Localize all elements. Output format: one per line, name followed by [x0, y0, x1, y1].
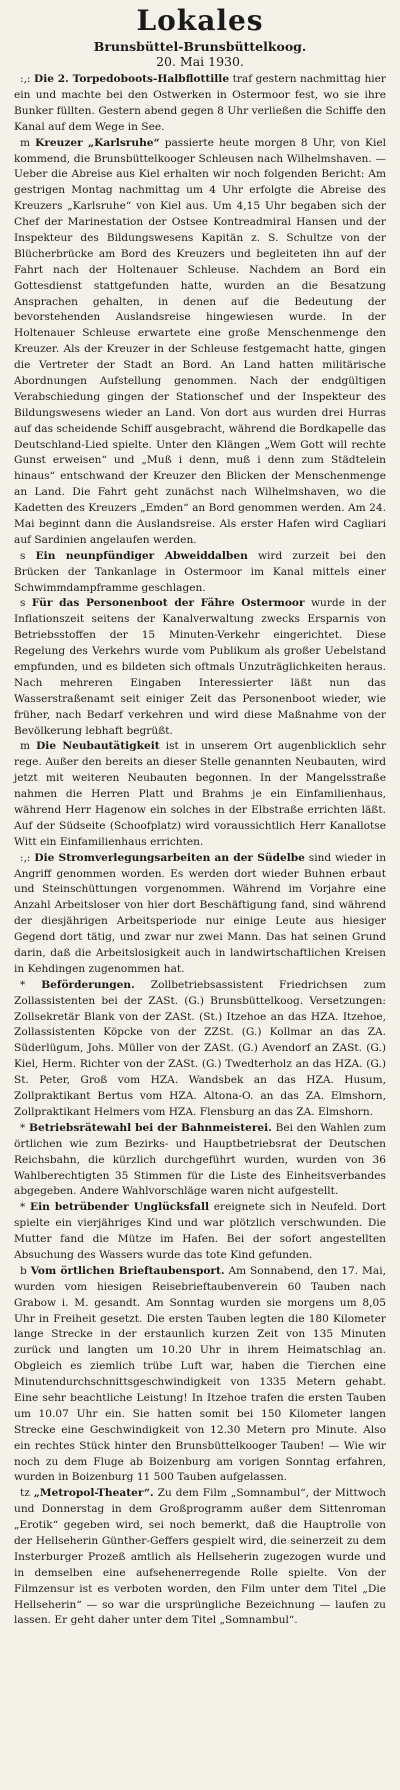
- item-marker: tz: [20, 1487, 30, 1500]
- news-item: [14, 1264, 386, 1486]
- item-marker: *: [20, 1201, 26, 1214]
- item-body: wird zurzeit bei den Brücken der Tankanlage in Ostermoor im Kanal mittels einer Schwimmdampframme geschlagen.: [14, 549, 386, 594]
- item-marker: m: [20, 740, 31, 753]
- item-body: ereignete sich in Neufeld. Dort spielte ein vierjähriges Kind und war plötzlich verschwunden. Die Mutter fand die Mütze im Hafen. Bei der sofort angestellten Absuchung des Wassers wurde das tote Kind gefunden.: [14, 1201, 386, 1261]
- item-headline: Betriebsrätewahl bei der Bahnmeisterei.: [29, 1121, 272, 1134]
- item-marker: s: [20, 597, 26, 610]
- item-body: Bei den Wahlen zum örtlichen wie zum Bezirks- und Hauptbetriebsrat der Deutschen Reichsbahn, die kürzlich durchgeführt wurden, wurden von 36 Wahlberechtigten 35 Stimmen für die Liste des Einheitsverbandes abgegeben. Andere Wahlvorschläge waren nicht aufgestellt.: [14, 1121, 387, 1198]
- news-item: [14, 851, 386, 978]
- news-item: [14, 72, 386, 136]
- news-item: [14, 1486, 386, 1629]
- item-headline: Beförderungen.: [41, 978, 135, 991]
- item-marker: :,:: [20, 851, 31, 864]
- dateline-place: Brunsbüttel-Brunsbüttelkoog.: [93, 38, 307, 54]
- news-item: [14, 1200, 386, 1264]
- item-marker: m: [20, 136, 31, 149]
- item-body: Am Sonnabend, den 17. Mai, wurden vom hiesigen Reisebrieftaubenverein 60 Tauben nach Grabow i. M. gesandt. Am Sonntag wurden sie morgens um 8,05 Uhr in Freiheit gesetzt. Die ersten Tauben legten die 180 Kilometer lange Strecke in der erstaunlich kurzen Zeit von 135 Minuten zurück und langten um 10.20 Uhr in ihrem Heimatschlag an. Obgleich es ziemlich trübe Luft war, haben die Tierchen eine Minutendurchschnittsgeschwindigkeit von 1335 Metern gehabt. Eine sehr beachtliche Leistung! In Itzehoe trafen die ersten Tauben um 10.07 Uhr ein. Sie hatten somit bei 150 Kilometer langen Strecke eine Geschwindigkeit von 12.30 Metern pro Minute. Also ein rechtes Stück hinter den Brunsbüttelkooger Tauben! — Wie wir noch zu dem Fluge ab Boizenburg am vorigen Sonntag erfahren, wurden in Boizenburg 11 500 Tauben aufgelassen.: [14, 1264, 386, 1484]
- item-headline: Die Stromverlegungsarbeiten an der Südelbe: [34, 851, 305, 864]
- item-headline: Vom örtlichen Brieftaubensport.: [30, 1264, 225, 1277]
- item-body: wurde in der Inflationszeit seitens der Kanalverwaltung zwecks Ersparnis von Betriebsstoffen der 15 Minuten-Verkehr eingerichtet. Diese Regelung des Verkehrs wurde vom Publikum als großer Uebelstand empfunden, und es bildeten sich oftmals Unzuträglichkeiten heraus. Nach mehreren Eingaben Interessierter läßt nun das Wasserstraßenamt seit einiger Zeit das Personenboot wieder, wie früher, nach Bedarf verkehren und wird diese Maßnahme von der Bevölkerung lebhaft begrüßt.: [14, 597, 387, 737]
- item-marker: :,:: [20, 73, 31, 86]
- item-body: ist in unserem Ort augenblicklich sehr rege. Außer den bereits an dieser Stelle genannten Neubauten, wird jetzt mit weiteren Neubauten begonnen. In der Mangelsstraße nahmen die Herren Platt und Brahms je ein Einfamilienhaus, während Herr Hagenow ein solches in der Elbstraße errichten läßt. Auf der Südseite (Schoofplatz) wird voraussichtlich Herr Kanallotse Witt ein Einfamilienhaus errichten.: [14, 740, 387, 848]
- article-list: [14, 72, 386, 1629]
- dateline-date: 20. Mai 1930.: [156, 54, 244, 70]
- news-item: [14, 136, 386, 549]
- item-body: sind wieder in Angriff genommen worden. Es werden dort wieder Buhnen erbaut und Steinschüttungen vorgenommen. Während im Vorjahre eine Anzahl Arbeitsloser von hier dort Beschäftigung fand, sind während der diesjährigen Arbeitsperiode nur einige Leute aus hiesiger Gegend dort tätig, und zwar nur zwei Mann. Das hat seinen Grund darin, daß die Arbeitslosigkeit auch in landwirtschaftlichen Kreisen in Kehdingen zugenommen hat.: [14, 851, 387, 975]
- item-marker: s: [20, 549, 26, 562]
- item-body: Zu dem Film „Somnambul“, der Mittwoch und Donnerstag in dem Großprogramm außer dem Sittenroman „Erotik“ gegeben wird, sei noch bemerkt, daß die Hauptrolle von der Hellseherin Günther-Geffers gespielt wird, die seinerzeit zu dem Insterburger Prozeß amtlich als Hellseherin zugezogen wurde und in demselben eine aufsehenerregende Rolle spielte. Von der Filmzensur ist es verboten worden, den Film unter dem Titel „Die Hellseherin“ — so war die ursprüngliche Bezeichnung — laufen zu lassen. Er geht daher unter dem Titel „Somnambul“.: [14, 1487, 386, 1627]
- item-headline: Ein neunpfündiger Abweiddalben: [35, 549, 248, 562]
- item-body: traf gestern nachmittag hier ein und machte bei den Ostwerken in Ostermoor fest, wo sie ihre Bunker füllten. Gestern abend gegen 8 Uhr verließen die Schiffe den Kanal auf dem Wege in See.: [14, 73, 386, 133]
- item-marker: *: [20, 1121, 26, 1134]
- item-headline: Die Neubautätigkeit: [36, 740, 160, 753]
- news-item: [14, 1121, 386, 1200]
- item-headline: Für das Personenboot der Fähre Ostermoor: [31, 597, 305, 610]
- item-body: passierte heute morgen 8 Uhr, von Kiel kommend, die Brunsbüttelkooger Schleusen nach Wilhelmshaven. — Ueber die Abreise aus Kiel erhalten wir noch folgenden Bericht: Am gestrigen Montag nachmittag um 4 Uhr erfolgte die Abreise des Kreuzers „Karlsruhe“ von Kiel aus. Um 4,15 Uhr begaben sich der Chef der Marinestation der Ostsee Kontreadmiral Hansen und der Inspekteur des Bildungswesens Kapitän z. S. Schultze von der Blücherbrücke am Bord des Kreuzers und begleiteten ihn auf der Fahrt nach der Holtenauer Schleuse. Nachdem an Bord ein Gottesdienst stattgefunden hatte, wurden an die Besatzung Ansprachen gehalten, in denen auf die Bedeutung der bevorstehenden Auslandsreise hingewiesen wurde. In der Holtenauer Schleuse erwartete eine große Menschenmenge den Kreuzer. Als der Kreuzer in der Schleuse festgemacht hatte, gingen die Vertreter der Stadt an Bord. An Land hatten militärische Abordnungen Aufstellung genommen. Nach der endgültigen Verabschiedung gingen der Stationschef und der Inspekteur des Bildungswesens wieder an Land. Von dort aus wurden drei Hurras auf das scheidende Schiff ausgebracht, während die Bordkapelle das Deutschland-Lied spielte. Unter den Klängen „Wem Gott will rechte Gunst erweisen“ und „Muß i denn, muß i denn zum Städtelein hinaus“ entschwand der Kreuzer den Blicken der Menschenmenge an Land. Die Fahrt geht zunächst nach Wilhelmshaven, wo die Kadetten des Kreuzers „Emden“ an Bord genommen werden. Am 24. Mai beginnt dann die Auslandsreise. Als erster Hafen wird Cagliari auf Sardinien angelaufen werden.: [14, 136, 386, 546]
- news-item: [14, 549, 386, 597]
- news-item: [14, 978, 386, 1121]
- item-body: Zollbetriebsassistent Friedrichsen zum Zollassistenten bei der ZASt. (G.) Brunsbüttelkoog. Versetzungen: Zollsekretär Blank von der ZASt. (St.) Itzehoe an das HZA. Itzehoe, Zollassistenten Köpcke von der ZZSt. (G.) Kollmar an das ZA. Süderlügum, Johs. Müller von der ZASt. (G.) Avendorf an ZASt. (G.) Kiel, Herm. Richter von der ZASt. (G.) Twedterholz an das HZA. (G.) St. Peter, Groß vom HZA. Wandsbek an das HZA. Husum, Zollpraktikant Bertus vom HZA. Altona-O. an das ZA. Elmshorn, Zollpraktikant Helmers vom HZA. Flensburg an das ZA. Elmshorn.: [14, 978, 386, 1118]
- item-marker: *: [20, 978, 26, 991]
- news-item: [14, 739, 386, 850]
- item-headline: Ein betrübender Unglücksfall: [30, 1201, 210, 1214]
- news-item: [14, 596, 386, 739]
- item-headline: Die 2. Torpedoboots-Halbflottille: [34, 73, 230, 86]
- section-title: Lokales: [136, 4, 264, 37]
- item-headline: „Metropol-Theater“.: [33, 1487, 154, 1500]
- item-headline: Kreuzer „Karlsruhe“: [35, 136, 160, 149]
- item-marker: b: [20, 1264, 27, 1277]
